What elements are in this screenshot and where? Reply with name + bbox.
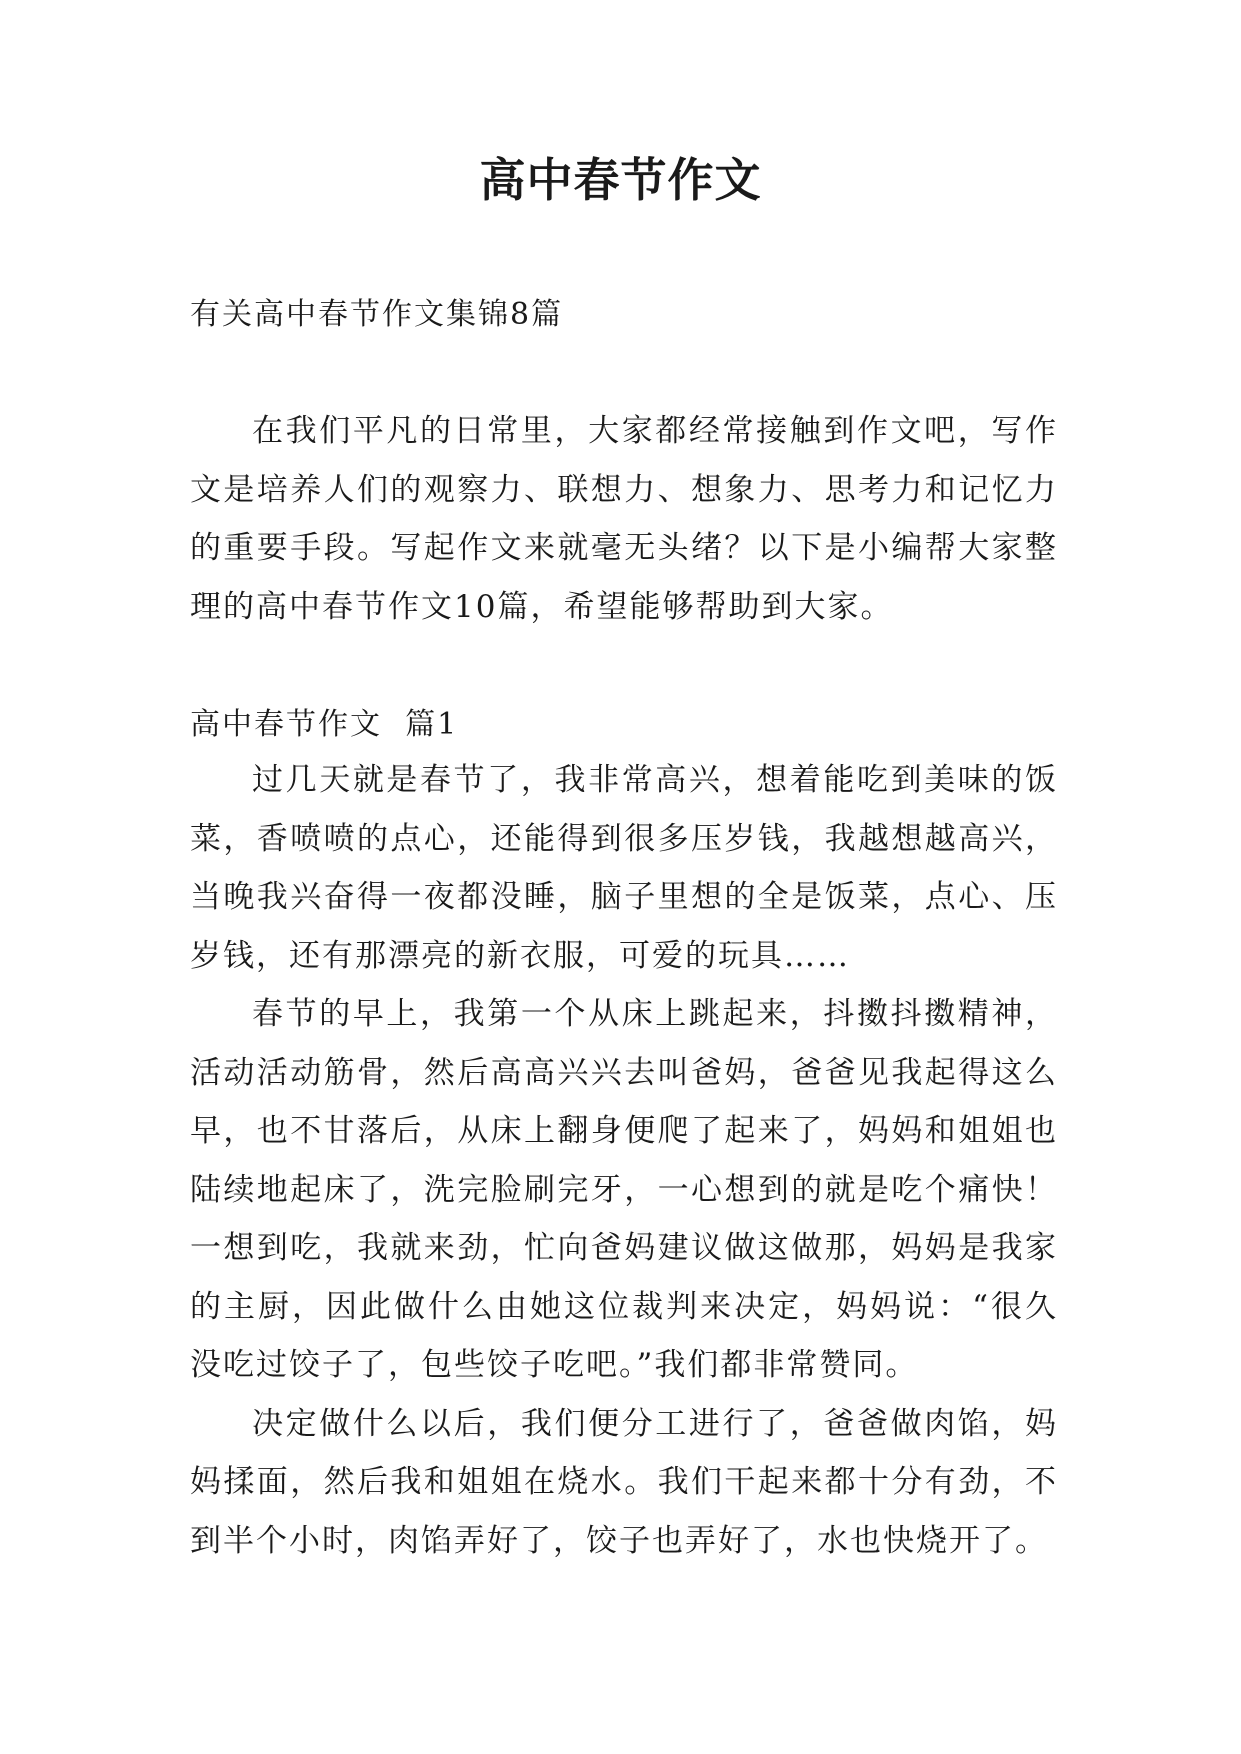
section-heading: 高中春节作文 篇1 (190, 707, 459, 742)
article-body (190, 751, 1058, 1570)
intro-section (190, 402, 1058, 636)
document-subtitle: 有关高中春节作文集锦8篇 (190, 297, 564, 332)
article-paragraph-3: 决定做什么以后，我们便分工进行了，爸爸做肉馅，妈妈揉面，然后我和姐姐在烧水。我们干起来都十分有劲，不到半个小时，肉馅弄好了，饺子也弄好了，水也快烧开了。 (190, 1405, 1058, 1559)
intro-paragraph: 在我们平凡的日常里，大家都经常接触到作文吧，写作文是培养人们的观察力、联想力、想象力、思考力和记忆力的重要手段。写起作文来就毫无头绪？以下是小编帮大家整理的高中春节作文10篇，希望能够帮助到大家。 (190, 413, 1058, 625)
document-title: 高中春节作文 (479, 153, 762, 207)
article-paragraph-1: 过几天就是春节了，我非常高兴，想着能吃到美味的饭菜，香喷喷的点心，还能得到很多压岁钱，我越想越高兴，当晚我兴奋得一夜都没睡，脑子里想的全是饭菜，点心、压岁钱，还有那漂亮的新衣服，可爱的玩具…… (190, 762, 1058, 974)
article-paragraph-2: 春节的早上，我第一个从床上跳起来，抖擞抖擞精神，活动活动筋骨，然后高高兴兴去叫爸妈，爸爸见我起得这么早，也不甘落后，从床上翻身便爬了起来了，妈妈和姐姐也陆续地起床了，洗完脸刷完牙，一心想到的就是吃个痛快！一想到吃，我就来劲，忙向爸妈建议做这做那，妈妈是我家的主厨，因此做什么由她这位裁判来决定，妈妈说：“很久没吃过饺子了，包些饺子吃吧。”我们都非常赞同。 (190, 996, 1058, 1383)
